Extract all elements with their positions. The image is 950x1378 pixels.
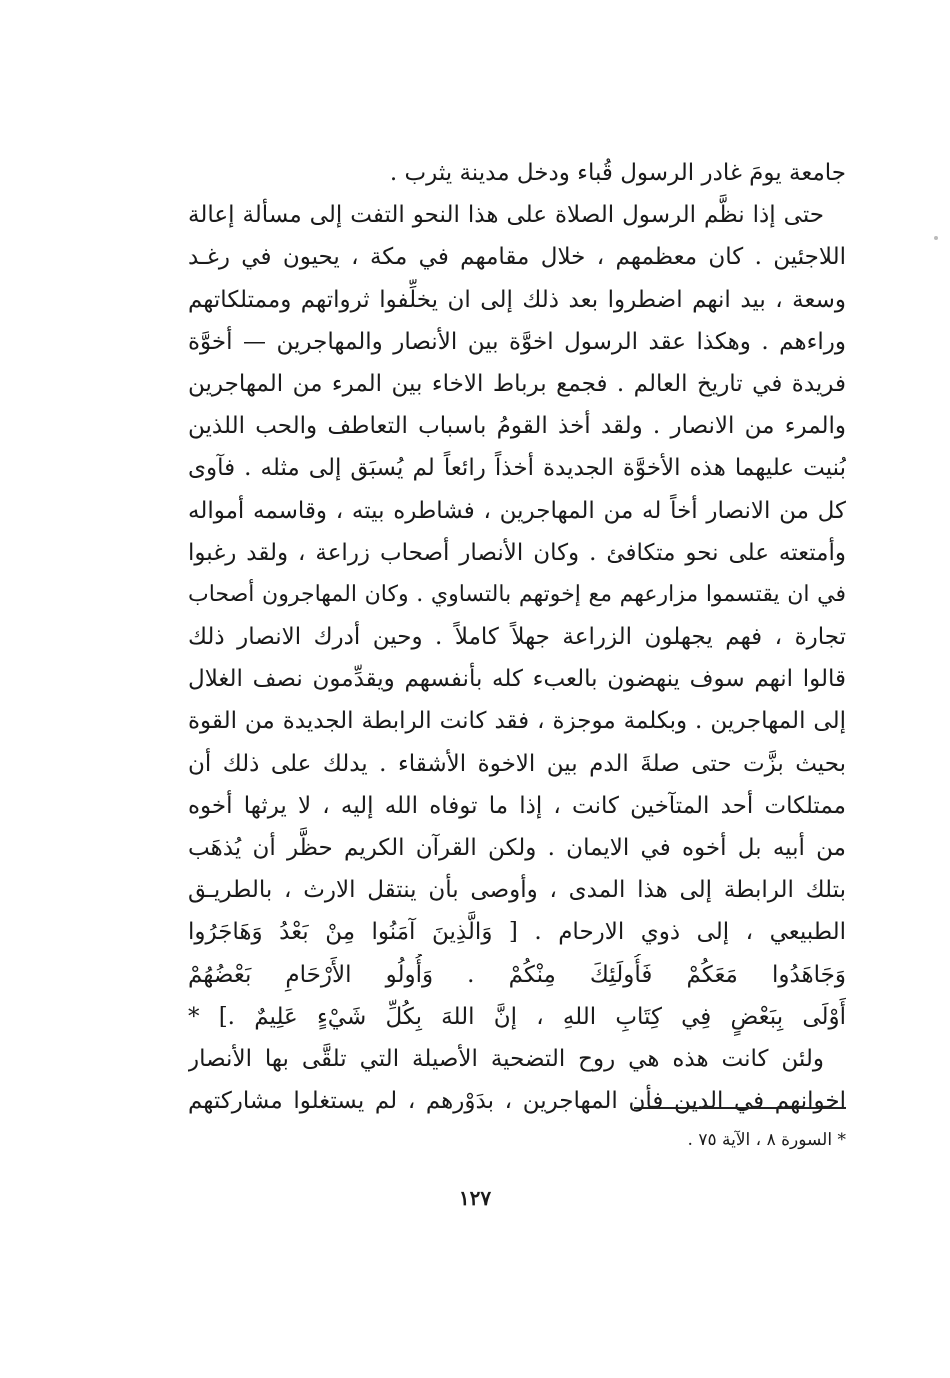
quran-quote-line: وَجَاهَدُوا مَعَكُمْ فَأُولَئِكَ مِنْكُمْ . وَأُولُو الأَرْحَامِ بَعْضُهُمْ (188, 961, 846, 988)
footnote-divider (634, 1107, 846, 1109)
text-line: بتلك الرابطة إلى هذا المدى ، وأوصى بأن ينتقل الارث ، بالطريـق (188, 877, 846, 904)
margin-speck (934, 236, 938, 240)
text-line: وأمتعته على نحو متكافئ . وكان الأنصار أصحاب زراعة ، ولقد رغبوا (188, 539, 846, 566)
text-line: والمرء من الانصار . ولقد أخذ القومُ باسباب التعاطف والحب اللذين (188, 413, 846, 440)
page-number: ١٢٧ (458, 1186, 492, 1210)
text-line: في ان يقتسموا مزارعهم مع إخوتهم بالتساوي . وكان المهاجرون أصحاب (188, 581, 846, 607)
text-line: وسعة ، بيد انهم اضطروا بعد ذلك إلى ان يخلِّفوا ثرواتهم وممتلكاتهم (188, 286, 846, 313)
text-line: ولئن كانت هذه هي روح التضحية الأصيلة التي تلقَّى بها الأنصار (188, 1045, 824, 1072)
text-line: ممتلكات أحد المتآخين كانت ، إذا ما توفاه الله إليه ، لا يرثها أخوه (188, 792, 846, 819)
text-line: قالوا انهم سوف ينهضون بالعبء كله بأنفسهم ويقدِّمون نصف الغلال (188, 666, 846, 693)
text-line: من أبيه بل أخوه في الايمان . ولكن القرآن الكريم حظَّر أن يُذهَب (188, 835, 846, 861)
text-line: حتى إذا نظَّم الرسول الصلاة على هذا النحو التفت إلى مسألة إعالة (188, 202, 824, 229)
text-line: كل من الانصار أخاً له من المهاجرين ، فشاطره بيته ، وقاسمه أمواله (188, 497, 846, 524)
text-line: بحيث بزَّت حتى صلةَ الدم بين الاخوة الأشقاء . يدلك على ذلك أن (188, 750, 846, 777)
footnote: * السورة ٨ ، الآية ٧٥ . (687, 1130, 846, 1150)
text-line: بُنيت عليهما هذه الأخوَّة الجديدة أخذاً رائعاً لم يُسبَق إلى مثله . فآوى (188, 455, 846, 482)
quran-quote-line: الطبيعي ، إلى ذوي الارحام . [ وَالَّذِينَ آمَنُوا مِنْ بَعْدُ وَهَاجَرُوا (188, 919, 846, 946)
text-line: تجارة ، فهم يجهلون الزراعة جهلاً كاملاً . وحين أدرك الانصار ذلك (188, 624, 846, 651)
text-line: جامعة يومَ غادر الرسول قُباء ودخل مدينة يثرب . (389, 160, 846, 186)
text-line: اللاجئين . كان معظمهم ، خلال مقامهم في مكة ، يحيون في رغـد (188, 244, 846, 271)
text-line: فريدة في تاريخ العالم . فجمع برباط الاخاء بين المرء من المهاجرين (188, 370, 846, 397)
quran-quote-line: أَوْلَى بِبَعْضٍ فِي كِتَابِ اللهِ ، إنَّ اللهَ بِكُلِّ شَيْءٍ عَلِيمٌ .] * (188, 1003, 846, 1030)
text-line: إلى المهاجرين . وبكلمة موجزة ، فقد كانت الرابطة الجديدة من القوة (188, 708, 846, 735)
text-line: وراءهم . وهكذا عقد الرسول اخوَّة بين الأنصار والمهاجرين — أخوَّة (188, 328, 846, 355)
body-text (188, 152, 846, 1122)
text-line: اخوانهم في الدين فأن المهاجرين ، بدَوْرهم ، لم يستغلوا مشاركتهم (188, 1088, 846, 1115)
